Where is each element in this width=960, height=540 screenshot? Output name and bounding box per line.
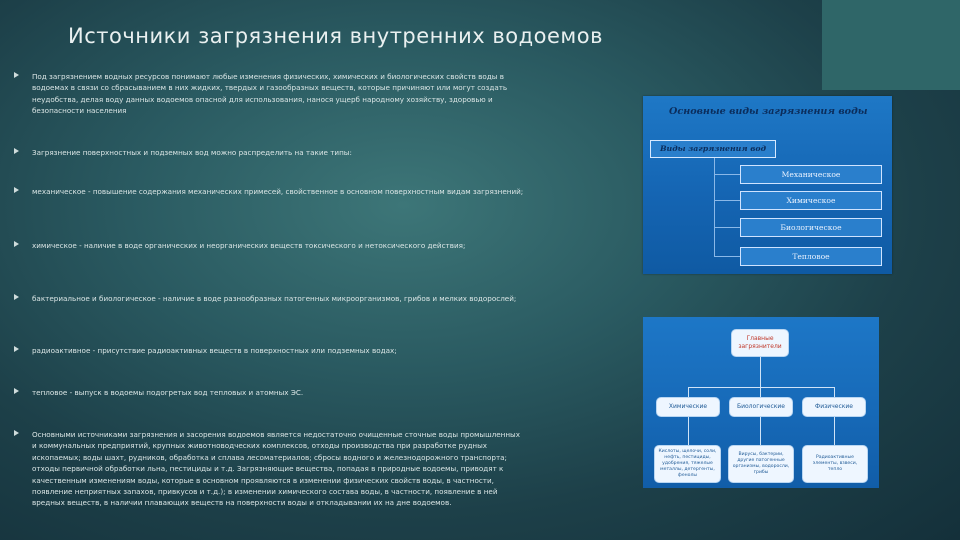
connector-line: [714, 256, 740, 257]
bullet-item: [14, 345, 524, 356]
leaf-node-biological: Вирусы, бактерии, другие патогенные организмы, водоросли, грибы: [728, 445, 794, 483]
connector-line: [688, 387, 689, 397]
diagram-node-mechanical: Механическое: [740, 165, 882, 184]
main-pollutants-diagram: [643, 317, 879, 488]
bullet-item: [14, 429, 524, 509]
diagram-root-node: Виды загрязнения вод: [650, 140, 776, 158]
connector-line: [834, 417, 835, 445]
connector-line: [714, 227, 740, 228]
connector-line: [714, 200, 740, 201]
bullet-text: Под загрязнением водных ресурсов понимают любые изменения физических, химических и биологических свойств воды в водоемах в связи со сбрасыванием в них жидких, твердых и газообразных веществ, которые причиняют или могут создать неудобства, делая воду данных водоемов опасной для использования, нанося ущерб народному хозяйству, здоровью и безопасности населения: [32, 72, 508, 116]
bullet-text: Основными источниками загрязнения и засорения водоемов является недостаточно очищенные сточные воды промышленных и коммунальных предприятий, крупных животноводческих комплексов, отходы производства при разработке рудных ископаемых; воды шахт, рудников, обработка и сплава лесоматериалов; сбросы водного и железнодорожного транспорта; отходы первичной обработки льна, пестициды и т.д. Загрязняющие вещества, попадая в природные водоемы, приводят к качественным изменениям воды, которые в основном проявляются в изменении физических свойств воды, в частности, появление неприятных запахов, привкусов и т.д.); в изменении химического состава воды, в частности, появление в ней вредных веществ, в наличии плавающих веществ на поверхности воды и откладывании их на дне водоемов.: [32, 430, 520, 508]
leaf-node-chemical: Кислоты, щелочи, соли, нефть, пестициды, удобрения, тяжелые металлы, детергенты, фенолы: [654, 445, 721, 483]
diagram-title: Основные виды загрязнения воды: [669, 106, 868, 117]
bullet-arrow-icon: [14, 241, 19, 247]
connector-line: [714, 174, 740, 175]
bullet-text: тепловое - выпуск в водоемы подогретых вод тепловых и атомных ЭС.: [32, 388, 304, 397]
connector-line: [760, 417, 761, 445]
connector-line: [714, 158, 715, 257]
category-node-physical: Физические: [802, 397, 866, 417]
bullet-item: [14, 186, 524, 197]
bullet-arrow-icon: [14, 346, 19, 352]
connector-line: [688, 387, 834, 388]
bullet-text: Загрязнение поверхностных и подземных вод можно распределить на такие типы:: [32, 148, 352, 157]
connector-line: [688, 417, 689, 445]
bullet-arrow-icon: [14, 72, 19, 78]
bullet-item: [14, 240, 524, 251]
bullet-arrow-icon: [14, 187, 19, 193]
diagram-node-chemical: Химическое: [740, 191, 882, 210]
category-node-biological: Биологические: [729, 397, 793, 417]
category-node-chemical: Химические: [656, 397, 720, 417]
bullet-text: бактериальное и биологическое - наличие в воде разнообразных патогенных микроорганизмов, грибов и мелких водорослей;: [32, 294, 517, 303]
bullet-item: [14, 147, 524, 158]
diagram-root-node: Главные загрязнители: [731, 329, 789, 357]
bullet-item: [14, 71, 524, 117]
bullet-item: [14, 387, 524, 398]
slide-title: Источники загрязнения внутренних водоемов: [68, 24, 603, 48]
connector-line: [834, 387, 835, 397]
bullet-item: [14, 293, 524, 304]
connector-line: [760, 357, 761, 387]
bullet-text: радиоактивное - присутствие радиоактивных веществ в поверхностных или подземных водах;: [32, 346, 397, 355]
bullet-arrow-icon: [14, 430, 19, 436]
connector-line: [760, 387, 761, 397]
bullet-arrow-icon: [14, 148, 19, 154]
bullet-arrow-icon: [14, 294, 19, 300]
bullet-text: механическое - повышение содержания механических примесей, свойственное в основном поверхностным видам загрязнений;: [32, 187, 524, 196]
pollution-types-diagram: [643, 96, 892, 274]
corner-accent-bar: [822, 0, 960, 90]
bullet-text: химическое - наличие в воде органических и неорганических веществ токсического и нетоксического действия;: [32, 241, 466, 250]
leaf-node-physical: Радиоактивные элементы, взвеси, тепло: [802, 445, 868, 483]
diagram-node-biological: Биологическое: [740, 218, 882, 237]
diagram-node-thermal: Тепловое: [740, 247, 882, 266]
bullet-arrow-icon: [14, 388, 19, 394]
